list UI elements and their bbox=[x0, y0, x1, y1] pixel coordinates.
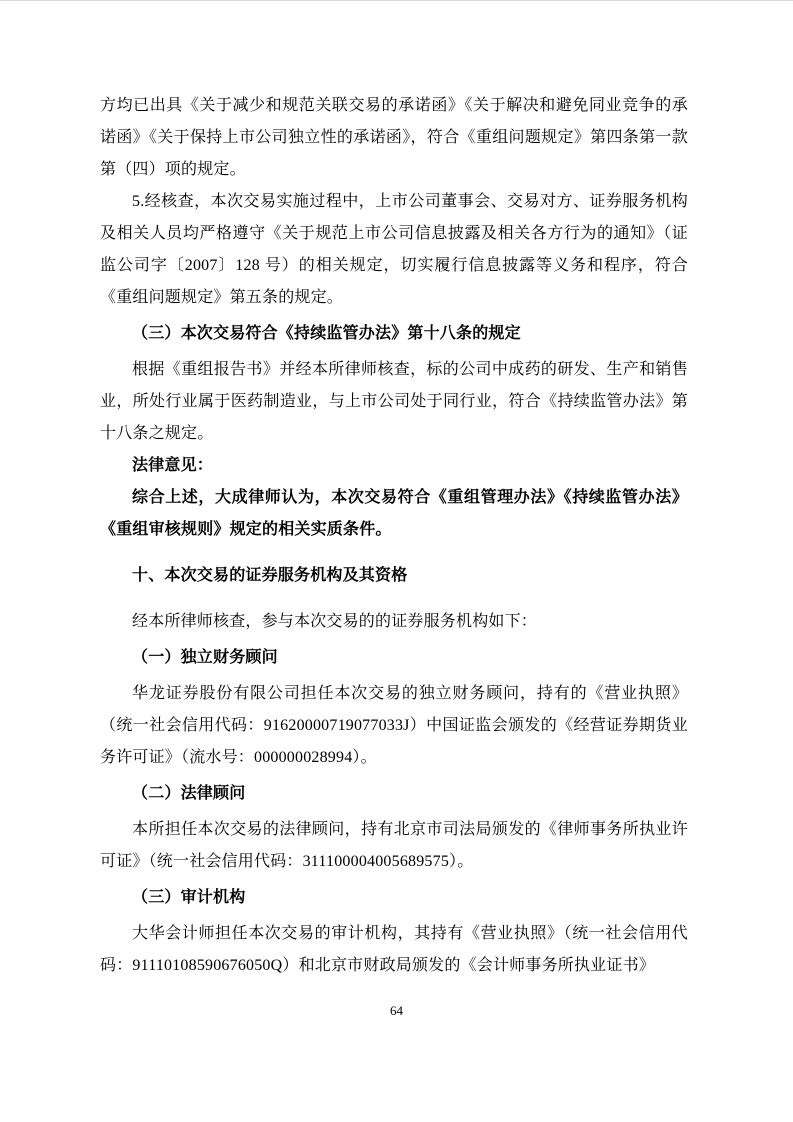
paragraph-legal-advisor: 本所担任本次交易的法律顾问，持有北京市司法局颁发的《律师事务所执业许可证》（统一社会信用代码：311100004005689575）。 bbox=[100, 821, 688, 870]
section-heading-3-transaction-compliance: （三）本次交易符合《持续监管办法》第十八条的规定 bbox=[132, 325, 521, 342]
legal-opinion-label: 法律意见： bbox=[132, 457, 214, 474]
paragraph-item-5: 5.经核查，本次交易实施过程中，上市公司董事会、交易对方、证券服务机构及相关人员均严格遵守《关于规范上市公司信息披露及相关各方行为的通知》（证监公司字〔2007〕128 号）的相关规定，切实履行信息披露等义务和程序，符合《重组问题规定》第五条的规定。 bbox=[100, 193, 688, 306]
paragraph-basis: 根据《重组报告书》并经本所律师核查，标的公司中成药的研发、生产和销售业，所处行业属于医药制造业，与上市公司处于同行业，符合《持续监管办法》第十八条之规定。 bbox=[100, 361, 688, 442]
paragraph-continuation: 方均已出具《关于减少和规范关联交易的承诺函》《关于解决和避免同业竞争的承诺函》《关于保持上市公司独立性的承诺函》，符合《重组问题规定》第四条第一款第（四）项的规定。 bbox=[100, 97, 688, 178]
chapter-heading-10-service-institutions: 十、本次交易的证券服务机构及其资格 bbox=[132, 567, 408, 584]
page-content bbox=[100, 90, 688, 982]
section-heading-2-legal-advisor: （二）法律顾问 bbox=[132, 785, 246, 802]
legal-opinion-conclusion: 综合上述，大成律师认为，本次交易符合《重组管理办法》《持续监管办法》《重组审核规则》规定的相关实质条件。 bbox=[100, 489, 688, 538]
paragraph-financial-advisor: 华龙证券股份有限公司担任本次交易的独立财务顾问，持有的《营业执照》（统一社会信用代码：91620000719077033J）中国证监会颁发的《经营证券期货业务许可证》（流水号：000000028994）。 bbox=[100, 685, 688, 766]
paragraph-audit-institution: 大华会计师担任本次交易的审计机构，其持有《营业执照》（统一社会信用代码：91110108590676050Q）和北京市财政局颁发的《会计师事务所执业证书》 bbox=[100, 925, 688, 974]
section-heading-3-audit-institution: （三）审计机构 bbox=[132, 889, 246, 906]
page-number: 64 bbox=[390, 1003, 403, 1018]
paragraph-intro-institutions: 经本所律师核查，参与本次交易的的证券服务机构如下： bbox=[132, 613, 538, 630]
section-heading-1-financial-advisor: （一）独立财务顾问 bbox=[132, 649, 278, 666]
